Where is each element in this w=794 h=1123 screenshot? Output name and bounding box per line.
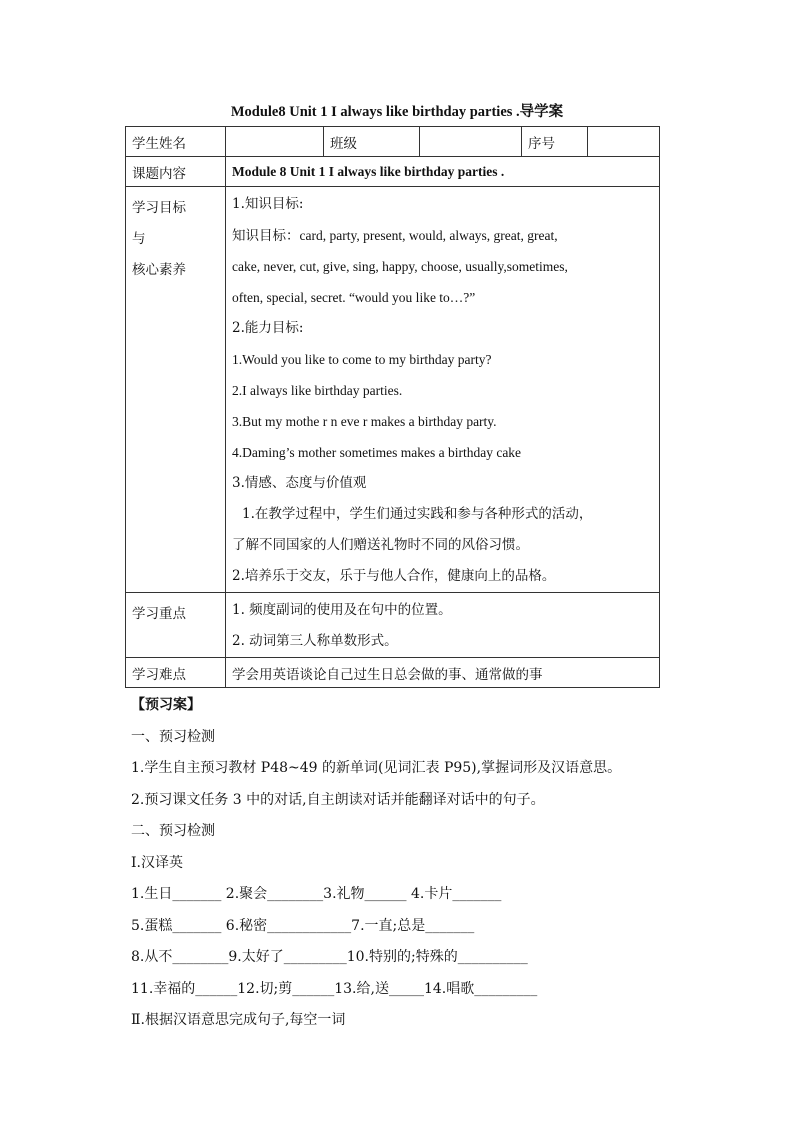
table-row [126, 593, 660, 658]
instruction-line: 2.预习课文任务 3 中的对话,自主朗读对话并能翻译对话中的句子。 [131, 791, 545, 808]
topic-value: Module 8 Unit 1 I always like birthday parties . [226, 157, 660, 187]
class-field[interactable] [420, 127, 522, 157]
objective-line: 知识目标：card, party, present, would, always, great, great, [232, 228, 558, 243]
objectives-label [126, 187, 226, 593]
page-title: Module8 Unit 1 I always like birthday parties .导学案 [230, 104, 564, 120]
key-points-content [226, 593, 660, 658]
objective-line: 1.知识目标: [232, 196, 304, 212]
exercise-line: 8.从不________9.太好了_________10.特别的;特殊的__________ [131, 949, 528, 965]
key-point-line: 2. 动词第三人称单数形式。 [232, 633, 398, 649]
table-row [126, 658, 660, 688]
seq-field[interactable] [588, 127, 660, 157]
preview-section [131, 690, 621, 1037]
objective-line: 3.But my mothe r n eve r makes a birthday party. [232, 414, 497, 429]
objectives-label-line: 学习目标 [132, 200, 186, 216]
objectives-content [226, 187, 660, 593]
table-row [126, 187, 660, 593]
objectives-label-line: 与 [132, 231, 146, 247]
table-row [126, 157, 660, 187]
exercise-heading: Ⅰ.汉译英 [131, 854, 183, 871]
info-table [125, 126, 660, 688]
student-name-label: 学生姓名 [126, 127, 226, 157]
instruction-line: 1.学生自主预习教材 P48~49 的新单词(见词汇表 P95),掌握词形及汉语意思。 [131, 760, 622, 776]
objective-line: 了解不同国家的人们赠送礼物时不同的风俗习惯。 [232, 537, 529, 553]
table-row [126, 127, 660, 157]
objective-line: 2.I always like birthday parties. [232, 383, 403, 398]
section-subheading: 二、预习检测 [131, 823, 215, 839]
key-point-line: 1. 频度副词的使用及在句中的位置。 [232, 602, 452, 618]
objective-line: 2.能力目标: [232, 320, 304, 336]
section-heading: 【预习案】 [131, 697, 201, 713]
difficulty-label: 学习难点 [126, 658, 226, 688]
student-name-field[interactable] [226, 127, 324, 157]
exercise-line: 5.蛋糕_______ 6.秘密____________7.一直;总是_______ [131, 917, 475, 934]
objective-line: cake, never, cut, give, sing, happy, choose, usually,sometimes, [232, 259, 568, 274]
class-label: 班级 [324, 127, 420, 157]
objective-line: 1.在教学过程中，学生们通过实践和参与各种形式的活动， [242, 506, 593, 522]
exercise-line: 1.生日_______ 2.聚会________3.礼物______ 4.卡片_______ [131, 886, 502, 902]
objective-line: 1.Would you like to come to my birthday party? [232, 352, 492, 367]
exercise-line: 11.幸福的______12.切;剪______13.给,送_____14.唱歌_________ [131, 980, 538, 997]
objective-line: 4.Daming’s mother sometimes makes a birthday cake [232, 445, 522, 460]
key-points-label: 学习重点 [126, 593, 226, 658]
objective-line: 2.培养乐于交友，乐于与他人合作，健康向上的品格。 [232, 568, 556, 584]
section-subheading: 一、预习检测 [131, 728, 215, 745]
objective-line: 3.情感、态度与价值观 [232, 475, 367, 491]
topic-label: 课题内容 [126, 157, 226, 187]
objectives-label-line: 核心素养 [132, 262, 186, 278]
seq-label: 序号 [522, 127, 588, 157]
objective-line: often, special, secret. “would you like to…?” [232, 290, 476, 305]
difficulty-value: 学会用英语谈论自己过生日总会做的事、通常做的事 [226, 658, 660, 688]
exercise-heading: Ⅱ.根据汉语意思完成句子,每空一词 [131, 1012, 346, 1028]
